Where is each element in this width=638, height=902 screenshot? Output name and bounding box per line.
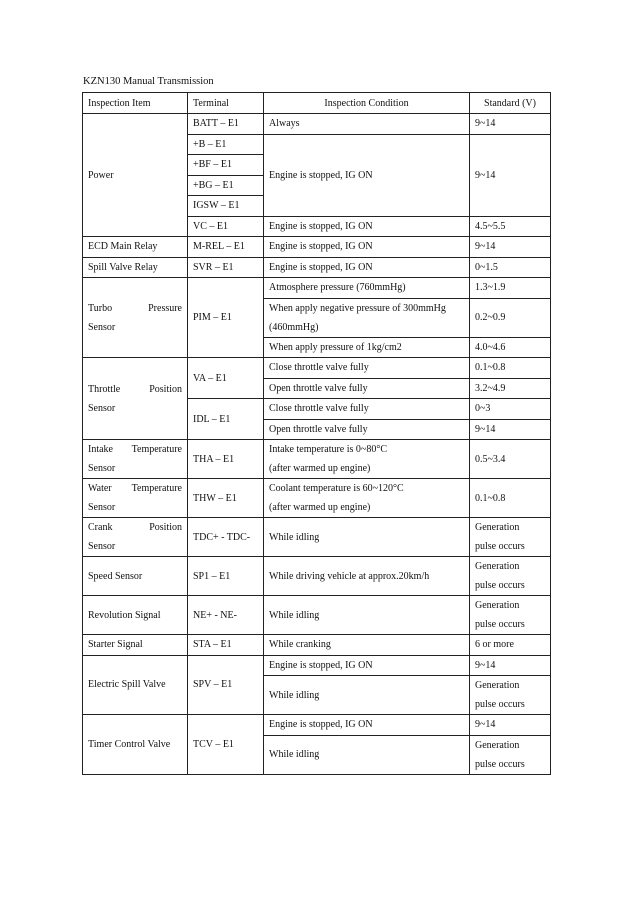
terminal-cell: VC – E1 [188, 216, 264, 237]
condition-cell: Engine is stopped, IG ON [264, 655, 470, 676]
standard-cell: 0.5~3.4 [470, 440, 551, 479]
terminal-cell: THW – E1 [188, 479, 264, 518]
terminal-cell: IDL – E1 [188, 399, 264, 440]
standard-cell: 9~14 [470, 715, 551, 736]
condition-line: (after warmed up engine) [269, 463, 371, 474]
standard-cell [470, 735, 551, 774]
condition-cell: While driving vehicle at approx.20km/h [264, 557, 470, 596]
table-row [83, 114, 551, 135]
table-row [83, 257, 551, 278]
condition-cell: While idling [264, 735, 470, 774]
item-crank-position-sensor [83, 518, 188, 557]
item-speed-sensor: Speed Sensor [83, 557, 188, 596]
terminal-cell: STA – E1 [188, 635, 264, 656]
condition-cell: Close throttle valve fully [264, 358, 470, 379]
item-line: Water Temperature [88, 483, 182, 494]
standard-line: pulse occurs [475, 541, 525, 552]
item-line: Turbo Pressure [88, 302, 182, 314]
condition-cell: Atmosphere pressure (760mmHg) [264, 278, 470, 299]
condition-cell: Close throttle valve fully [264, 399, 470, 420]
standard-line: Generation [475, 680, 520, 691]
standard-line: Generation [475, 739, 520, 751]
terminal-cell: +B – E1 [188, 134, 264, 155]
item-line: Crank Position [88, 522, 182, 533]
standard-cell: 9~14 [470, 237, 551, 258]
condition-cell: Always [264, 114, 470, 135]
terminal-cell: SVR – E1 [188, 257, 264, 278]
terminal-cell: +BF – E1 [188, 155, 264, 176]
header-inspection-condition: Inspection Condition [264, 93, 470, 114]
standard-line: Generation [475, 561, 520, 572]
table-row [83, 358, 551, 379]
item-line: Sensor [88, 402, 116, 414]
condition-cell: When apply pressure of 1kg/cm2 [264, 337, 470, 358]
standard-cell: 6 or more [470, 635, 551, 656]
condition-cell: Engine is stopped, IG ON [264, 257, 470, 278]
condition-cell: While idling [264, 518, 470, 557]
terminal-cell: IGSW – E1 [188, 196, 264, 217]
terminal-cell: SP1 – E1 [188, 557, 264, 596]
standard-line: Generation [475, 522, 520, 533]
table-row [83, 479, 551, 518]
standard-cell: 0.1~0.8 [470, 358, 551, 379]
table-row [83, 655, 551, 676]
terminal-cell: VA – E1 [188, 358, 264, 399]
condition-cell: Engine is stopped, IG ON [264, 237, 470, 258]
terminal-cell: BATT – E1 [188, 114, 264, 135]
condition-cell: Engine is stopped, IG ON [264, 134, 470, 216]
item-intake-temperature-sensor [83, 440, 188, 479]
item-timer-control-valve: Timer Control Valve [83, 715, 188, 775]
table-row [83, 715, 551, 736]
item-revolution-signal: Revolution Signal [83, 596, 188, 635]
terminal-cell: THA – E1 [188, 440, 264, 479]
standard-cell: 9~14 [470, 655, 551, 676]
terminal-cell: NE+ - NE- [188, 596, 264, 635]
item-power: Power [83, 114, 188, 237]
standard-cell [470, 557, 551, 596]
item-line: Throttle Position [88, 383, 182, 395]
item-line: Sensor [88, 463, 116, 474]
standard-cell: 9~14 [470, 419, 551, 440]
table-row [83, 596, 551, 635]
terminal-cell: SPV – E1 [188, 655, 264, 715]
standard-cell: 0~3 [470, 399, 551, 420]
condition-cell: Open throttle valve fully [264, 378, 470, 399]
standard-cell: 0.2~0.9 [470, 298, 551, 337]
condition-line: (460mmHg) [269, 321, 319, 333]
standard-line: pulse occurs [475, 580, 525, 591]
standard-cell [470, 676, 551, 715]
document-title: KZN130 Manual Transmission [83, 76, 214, 87]
header-terminal: Terminal [188, 93, 264, 114]
standard-cell: 0~1.5 [470, 257, 551, 278]
condition-cell: Engine is stopped, IG ON [264, 715, 470, 736]
standard-cell [470, 518, 551, 557]
item-electric-spill-valve: Electric Spill Valve [83, 655, 188, 715]
condition-cell: Engine is stopped, IG ON [264, 216, 470, 237]
inspection-table [82, 92, 551, 775]
standard-cell: 3.2~4.9 [470, 378, 551, 399]
item-water-temperature-sensor [83, 479, 188, 518]
condition-line: (after warmed up engine) [269, 502, 371, 513]
condition-cell [264, 479, 470, 518]
table-row [83, 518, 551, 557]
item-starter-signal: Starter Signal [83, 635, 188, 656]
condition-cell: While idling [264, 676, 470, 715]
standard-line: Generation [475, 600, 520, 611]
condition-cell: Open throttle valve fully [264, 419, 470, 440]
condition-cell [264, 298, 470, 337]
header-inspection-item: Inspection Item [83, 93, 188, 114]
terminal-cell: M-REL – E1 [188, 237, 264, 258]
condition-line: When apply negative pressure of 300mmHg [269, 302, 446, 314]
table-row [83, 557, 551, 596]
standard-cell: 9~14 [470, 114, 551, 135]
terminal-cell: TCV – E1 [188, 715, 264, 775]
standard-line: pulse occurs [475, 758, 525, 770]
table-row [83, 440, 551, 479]
standard-line: pulse occurs [475, 619, 525, 630]
table-row [83, 635, 551, 656]
condition-cell: While cranking [264, 635, 470, 656]
item-spill-valve-relay: Spill Valve Relay [83, 257, 188, 278]
item-line: Sensor [88, 541, 116, 552]
terminal-cell: TDC+ - TDC- [188, 518, 264, 557]
item-turbo-pressure-sensor [83, 278, 188, 358]
standard-cell: 4.0~4.6 [470, 337, 551, 358]
standard-line: pulse occurs [475, 699, 525, 710]
condition-line: Intake temperature is 0~80°C [269, 444, 387, 455]
table-row [83, 237, 551, 258]
standard-cell: 4.5~5.5 [470, 216, 551, 237]
item-line: Sensor [88, 502, 116, 513]
standard-cell [470, 596, 551, 635]
item-ecd-main-relay: ECD Main Relay [83, 237, 188, 258]
terminal-cell: +BG – E1 [188, 175, 264, 196]
item-line: Intake Temperature [88, 444, 182, 455]
table-row [83, 278, 551, 299]
condition-line: Coolant temperature is 60~120°C [269, 483, 404, 494]
standard-cell: 0.1~0.8 [470, 479, 551, 518]
condition-cell: While idling [264, 596, 470, 635]
standard-cell: 1.3~1.9 [470, 278, 551, 299]
standard-cell: 9~14 [470, 134, 551, 216]
item-line: Sensor [88, 321, 116, 333]
item-throttle-position-sensor [83, 358, 188, 440]
terminal-cell: PIM – E1 [188, 278, 264, 358]
condition-cell [264, 440, 470, 479]
header-standard: Standard (V) [470, 93, 551, 114]
